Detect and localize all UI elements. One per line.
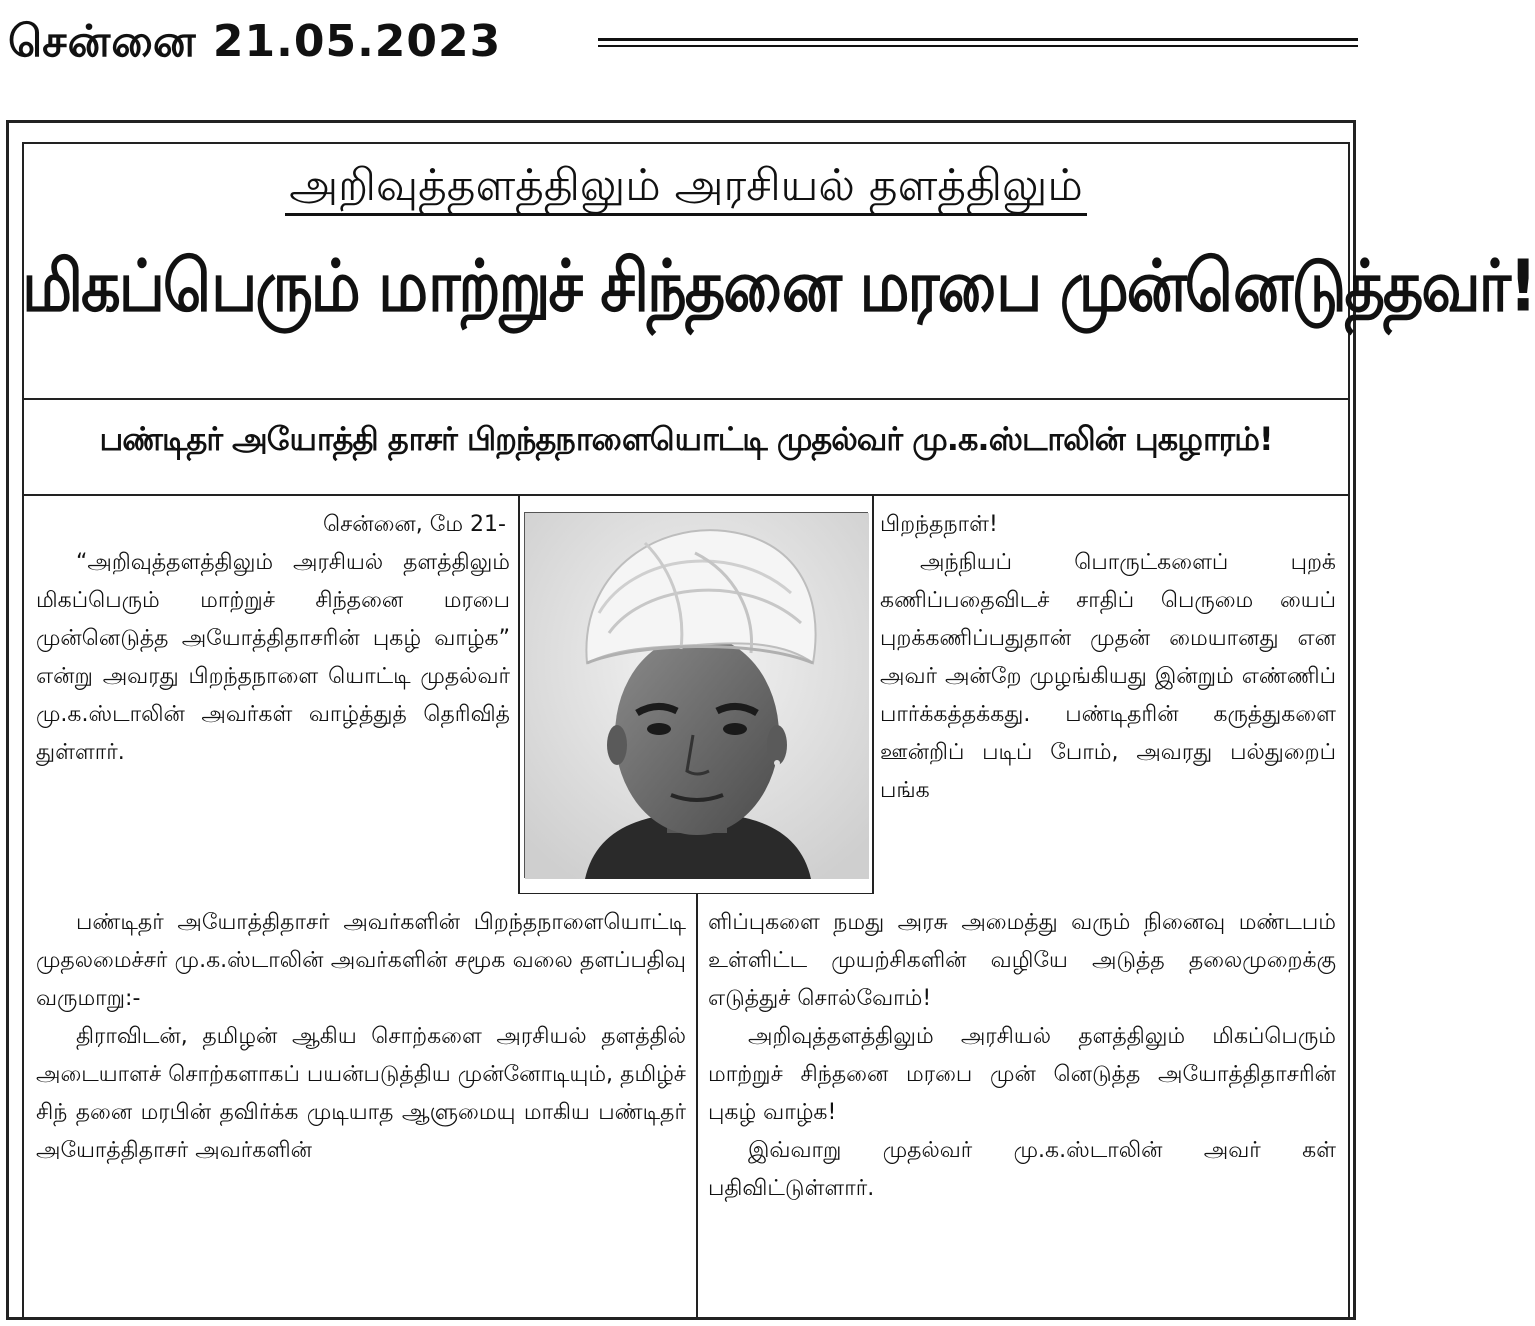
article-paragraph: ளிப்புகளை நமது அரசு அமைத்து வரும் நினைவு மண்டபம் உள்ளிட்ட முயற்சிகளின் வழியே அடுத்த தலைமுறைக்கு எடுத்துச் சொல்வோம்!	[708, 910, 1336, 1011]
right-column-lower	[708, 904, 1336, 1208]
article-paragraph: “அறிவுத்தளத்திலும் அரசியல் தளத்திலும் மிகப்பெரும் மாற்றுச் சிந்தனை மரபை முன்னெடுத்த அயோத்திதாசரின் புகழ் வாழ்க” என்று அவரது பிறந்தநாளை யொட்டி முதல்வர் மு.க.ஸ்டாலின் அவர்கள் வாழ்த்துத் தெரிவித் துள்ளார்.	[36, 550, 510, 765]
article-headline: மிகப்பெரும் மாற்றுச் சிந்தனை மரபை முன்னெடுத்தவர்!	[22, 243, 1535, 328]
article-kicker	[22, 160, 1350, 217]
column-divider-left	[518, 496, 520, 894]
article-subhead: பண்டிதர் அயோத்தி தாசர் பிறந்தநாளையொட்டி முதல்வர் மு.க.ஸ்டாலின் புகழாரம்!	[99, 420, 1273, 458]
headline-divider	[22, 398, 1350, 400]
kicker-text: அறிவுத்தளத்திலும் அரசியல் தளத்திலும்	[285, 160, 1086, 216]
portrait-illustration	[525, 513, 869, 879]
article-paragraph: பிறந்தநாள்!	[880, 512, 998, 537]
right-column-upper	[880, 506, 1336, 810]
left-column-upper	[36, 506, 510, 772]
article-paragraph: அந்நியப் பொருட்களைப் புறக் கணிப்பதைவிடச் சாதிப் பெருமை யைப் புறக்கணிப்பதுதான் முதன் மையானது என அவர் அன்றே முழங்கியது இன்றும் எண்ணிப் பார்க்கத்தக்கது. பண்டிதரின் கருத்துகளை ஊன்றிப் படிப் போம், அவரது பல்துறைப் பங்க	[880, 550, 1336, 803]
column-divider-middle	[696, 894, 698, 1318]
article-paragraph: திராவிடன், தமிழன் ஆகிய சொற்களை அரசியல் தளத்தில் அடையாளச் சொற்களாகப் பயன்படுத்திய முன்னோடியும், தமிழ்ச் சிந் தனை மரபின் தவிர்க்க முடியாத ஆளுமையு மாகிய பண்டிதர் அயோத்திதாசர் அவர்களின்	[36, 1024, 686, 1163]
subhead-divider	[22, 494, 1350, 496]
left-column-lower	[36, 904, 686, 1170]
dateline	[8, 10, 1358, 74]
portrait-photo	[524, 512, 868, 878]
article-paragraph: இவ்வாறு முதல்வர் மு.க.ஸ்டாலின் அவர் கள் பதிவிட்டுள்ளார்.	[708, 1138, 1336, 1201]
column-divider-right	[872, 496, 874, 894]
article-paragraph: அறிவுத்தளத்திலும் அரசியல் தளத்திலும் மிகப்பெரும் மாற்றுச் சிந்தனை மரபை முன் னெடுத்த அயோத்திதாசரின் புகழ் வாழ்க!	[708, 1024, 1336, 1125]
article-paragraph: பண்டிதர் அயோத்திதாசர் அவர்களின் பிறந்தநாளையொட்டி முதலமைச்சர் மு.க.ஸ்டாலின் அவர்களின் சமூக வலை தளப்பதிவு வருமாறு:-	[36, 910, 686, 1011]
dateline-rule	[598, 38, 1358, 47]
photo-bottom-rule	[518, 893, 874, 894]
dateline-text: சென்னை 21.05.2023	[8, 16, 502, 67]
article-dateline: சென்னை, மே 21-	[322, 512, 506, 537]
